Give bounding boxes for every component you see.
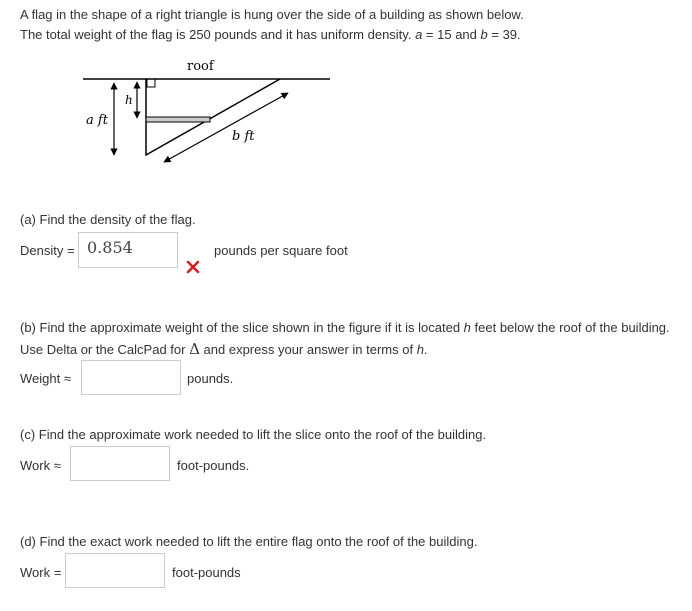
work-approx-units: foot-pounds. <box>177 458 250 473</box>
delta-symbol: Δ <box>189 340 200 358</box>
weight-label: Weight ≈ <box>20 371 71 386</box>
part-b-prompt-line-2 <box>20 340 428 358</box>
density-value: 0.854 <box>87 238 133 257</box>
work-exact-units: foot-pounds <box>172 565 241 580</box>
b-equals: = 39. <box>487 27 521 42</box>
part-b-prompt-line-1 <box>20 320 670 335</box>
right-angle-mark <box>147 79 155 87</box>
h-label: h <box>125 93 133 107</box>
weight-input[interactable] <box>81 360 181 395</box>
incorrect-x-icon <box>186 260 200 274</box>
part-b-text-2: feet below the roof of the building. <box>470 320 670 335</box>
weight-units: pounds. <box>187 371 234 386</box>
a-label: a ft <box>86 113 108 128</box>
part-d-prompt: (d) Find the exact work needed to lift the entire flag onto the roof of the building. <box>20 534 478 549</box>
work-approx-label: Work ≈ <box>20 458 61 473</box>
part-c-prompt: (c) Find the approximate work needed to lift the slice onto the roof of the building. <box>20 427 487 442</box>
a-equals: = 15 and <box>422 27 481 42</box>
h-variable-2: h <box>416 342 424 357</box>
roof-label: roof <box>187 59 214 74</box>
flag-diagram <box>0 0 692 200</box>
density-label: Density = <box>20 243 75 258</box>
part-b-text-4: and express your answer in terms of <box>199 342 417 357</box>
part-a-prompt: (a) Find the density of the flag. <box>20 212 196 227</box>
h-variable: h <box>463 320 471 335</box>
part-b-text-1: (b) Find the approximate weight of the slice shown in the figure if it is located <box>20 320 464 335</box>
intro-line-1: A flag in the shape of a right triangle is hung over the side of a building as shown below. <box>20 7 524 22</box>
a-variable: a <box>415 27 423 42</box>
work-exact-input[interactable] <box>65 553 165 588</box>
part-b-text-3: Use Delta or the CalcPad for <box>20 342 190 357</box>
density-units: pounds per square foot <box>214 243 348 258</box>
intro-text: The total weight of the flag is 250 pounds and it has uniform density. <box>20 27 412 42</box>
b-dimension-arrow <box>164 93 288 162</box>
work-approx-input[interactable] <box>70 446 170 481</box>
b-variable: b <box>480 27 488 42</box>
slice-strip <box>146 117 210 122</box>
part-b-text-5: . <box>423 342 428 357</box>
b-label: b ft <box>232 129 255 144</box>
density-input[interactable] <box>78 232 178 268</box>
work-exact-label: Work = <box>20 565 62 580</box>
